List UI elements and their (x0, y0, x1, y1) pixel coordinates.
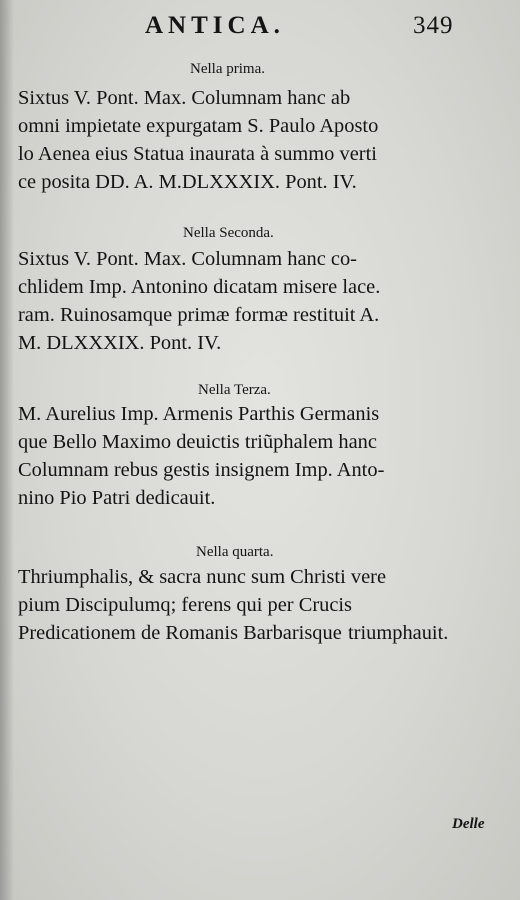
catchword: Delle (452, 816, 485, 832)
inscription-line: Predicationem de Romanis Barbarisque (18, 622, 342, 644)
inscription-line: ce posita DD. A. M.DLXXXIX. Pont. IV. (18, 171, 357, 193)
inscription-line: Thriumphalis, & sacra nunc sum Christi vere (18, 566, 387, 588)
page-number: 349 (413, 12, 454, 39)
inscription-line: nino Pio Patri dedicauit. (18, 487, 216, 509)
inscription-terza (18, 400, 516, 512)
inscription-line: M. Aurelius Imp. Armenis Parthis Germanis (18, 403, 380, 425)
gutter-shadow (0, 0, 14, 900)
section-heading-terza: Nella Terza. (198, 382, 271, 398)
inscription-line: Sixtus V. Pont. Max. Columnam hanc ab (18, 87, 351, 109)
inscription-line: M. DLXXXIX. Pont. IV. (18, 332, 222, 354)
inscription-line: chlidem Imp. Antonino dicatam misere lace. (18, 276, 381, 298)
inscription-line: omni impietate expurgatam S. Paulo Aposto (18, 115, 379, 137)
inscription-seconda (18, 245, 516, 357)
inscription-line: Columnam rebus gestis insignem Imp. Anto- (18, 459, 385, 481)
section-heading-quarta: Nella quarta. (196, 544, 274, 560)
inscription-prima (18, 84, 516, 196)
running-head: ANTICA. (145, 12, 285, 39)
inscription-line: lo Aenea eius Statua inaurata à summo verti (18, 143, 377, 165)
inscription-line: ram. Ruinosamque primæ formæ restituit A. (18, 304, 380, 326)
inscription-line: triumphauit. (348, 622, 449, 644)
section-heading-seconda: Nella Seconda. (183, 225, 274, 241)
inscription-line: que Bello Maximo deuictis triũphalem hanc (18, 431, 377, 453)
section-heading-prima: Nella prima. (190, 61, 265, 77)
inscription-line: Sixtus V. Pont. Max. Columnam hanc co- (18, 248, 357, 270)
inscription-quarta (18, 563, 516, 647)
inscription-line: pium Discipulumq; ferens qui per Crucis (18, 594, 353, 616)
